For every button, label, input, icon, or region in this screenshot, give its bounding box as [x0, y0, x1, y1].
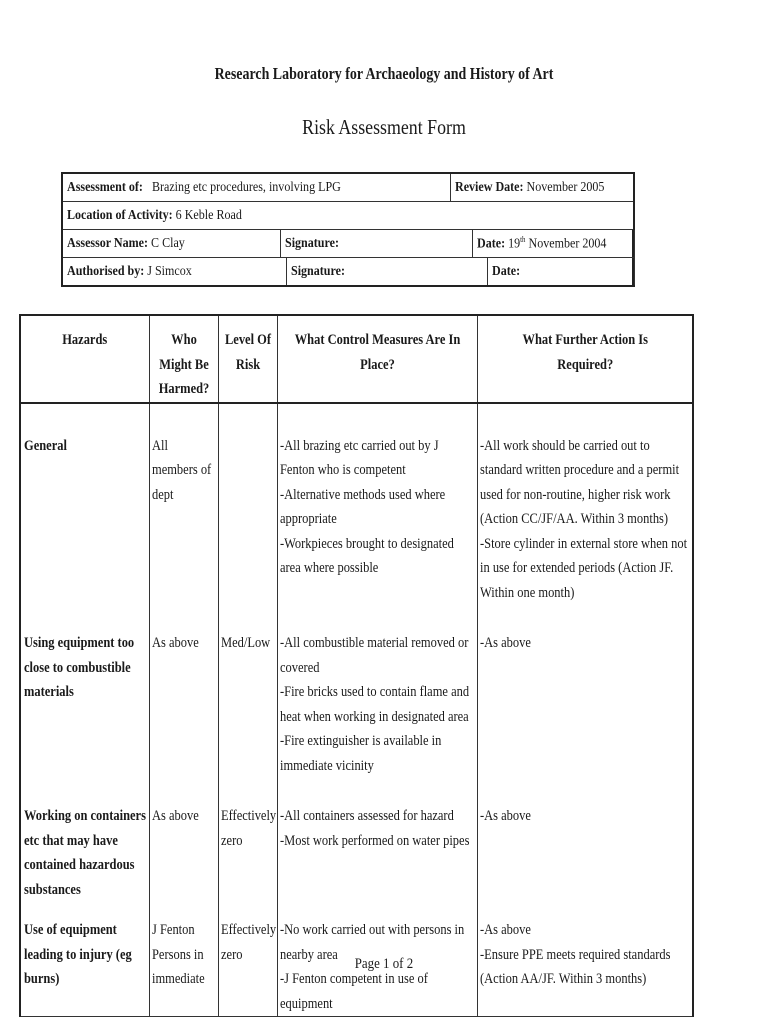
risk-cell: [218, 403, 277, 606]
assessor-date-label: Date:: [477, 236, 506, 252]
authorised-row: [62, 258, 634, 287]
hazard-table-header: [20, 315, 693, 403]
risk-cell: Effectively zero: [218, 902, 277, 1017]
assessor-row: [62, 230, 634, 258]
assessor-date-rest: November 2004: [528, 236, 607, 252]
assessment-of-cell: [62, 173, 451, 202]
who-cell: As above: [149, 605, 218, 778]
who-cell: As above: [149, 778, 218, 902]
location-cell: [62, 202, 634, 230]
table-row: [20, 778, 693, 902]
col-header-who: Who Might Be Harmed?: [149, 315, 218, 403]
hazard-table: [19, 314, 694, 1017]
who-cell: J Fenton Persons in immediate: [149, 902, 218, 1017]
assessor-name-label: Assessor Name:: [67, 235, 149, 251]
authorised-row-cell: [62, 258, 634, 287]
authorised-by-value: J Simcox: [147, 263, 192, 279]
col-header-risk: Level Of Risk: [218, 315, 277, 403]
assessor-signature-cell: [281, 230, 473, 257]
assessor-name-value: C Clay: [151, 235, 185, 251]
review-date-label: Review Date:: [455, 179, 524, 195]
controls-cell: -No work carried out with persons in nearby area -J Fenton competent in use of equipment: [277, 902, 477, 1017]
hazard-cell: Working on containers etc that may have contained hazardous substances: [20, 778, 149, 902]
assessment-of-value: Brazing etc procedures, involving LPG: [151, 179, 341, 195]
further-action-cell: -As above: [477, 778, 693, 902]
assessor-date-cell: [473, 230, 633, 257]
authorised-by-cell: [63, 258, 287, 285]
location-value: 6 Keble Road: [175, 207, 242, 223]
hazard-cell: Using equipment too close to combustible materials: [20, 605, 149, 778]
assessor-date-suffix: th: [520, 234, 526, 244]
form-title: Risk Assessment Form: [302, 115, 466, 139]
hazard-cell: Use of equipment leading to injury (eg burns): [20, 902, 149, 1017]
hazard-cell: General: [20, 403, 149, 606]
table-row: [20, 403, 693, 606]
review-date-value: November 2005: [526, 179, 605, 195]
assessor-date-day: 19: [508, 236, 521, 252]
review-date-cell: [451, 173, 634, 202]
location-row: [62, 202, 634, 230]
risk-cell: Med/Low: [218, 605, 277, 778]
who-cell: All members of dept: [149, 403, 218, 606]
authoriser-date-label: Date:: [492, 263, 521, 279]
authoriser-signature-cell: [287, 258, 488, 285]
col-header-controls: What Control Measures Are In Place?: [277, 315, 477, 403]
location-label: Location of Activity:: [67, 207, 173, 223]
authoriser-date-cell: [488, 258, 633, 285]
controls-cell: -All brazing etc carried out by J Fenton who is competent -Alternative methods used where appropriate -Workpieces brought to designated area where possible: [277, 403, 477, 606]
controls-cell: -All containers assessed for hazard -Most work performed on water pipes: [277, 778, 477, 902]
risk-cell: Effectively zero: [218, 778, 277, 902]
assessor-name-cell: [63, 230, 281, 257]
col-header-hazards: Hazards: [20, 315, 149, 403]
assessment-row: [62, 173, 634, 202]
col-header-further: What Further Action Is Required?: [477, 315, 693, 403]
further-action-cell: -As above -Ensure PPE meets required standards (Action AA/JF. Within 3 months): [477, 902, 693, 1017]
authorised-by-label: Authorised by:: [67, 263, 145, 279]
further-action-cell: -All work should be carried out to standard written procedure and a permit used for non-routine, higher risk work (Action CC/JF/AA. Within 3 months) -Store cylinder in external store when not in use for extended periods (Action JF. Within one month): [477, 403, 693, 606]
assessor-signature-label: Signature:: [285, 235, 340, 251]
organisation-heading: Research Laboratory for Archaeology and History of Art: [214, 64, 554, 83]
assessment-of-label: Assessment of:: [67, 179, 143, 195]
further-action-cell: -As above: [477, 605, 693, 778]
table-row: [20, 605, 693, 778]
page-number-label: Page 1 of 2: [354, 956, 414, 972]
authoriser-signature-label: Signature:: [291, 263, 345, 279]
assessor-row-cell: [62, 230, 634, 258]
controls-cell: -All combustible material removed or covered -Fire bricks used to contain flame and heat when working in designated area -Fire extinguisher is available in immediate vicinity: [277, 605, 477, 778]
page-number: [0, 956, 768, 973]
assessment-info-table: [61, 172, 635, 287]
